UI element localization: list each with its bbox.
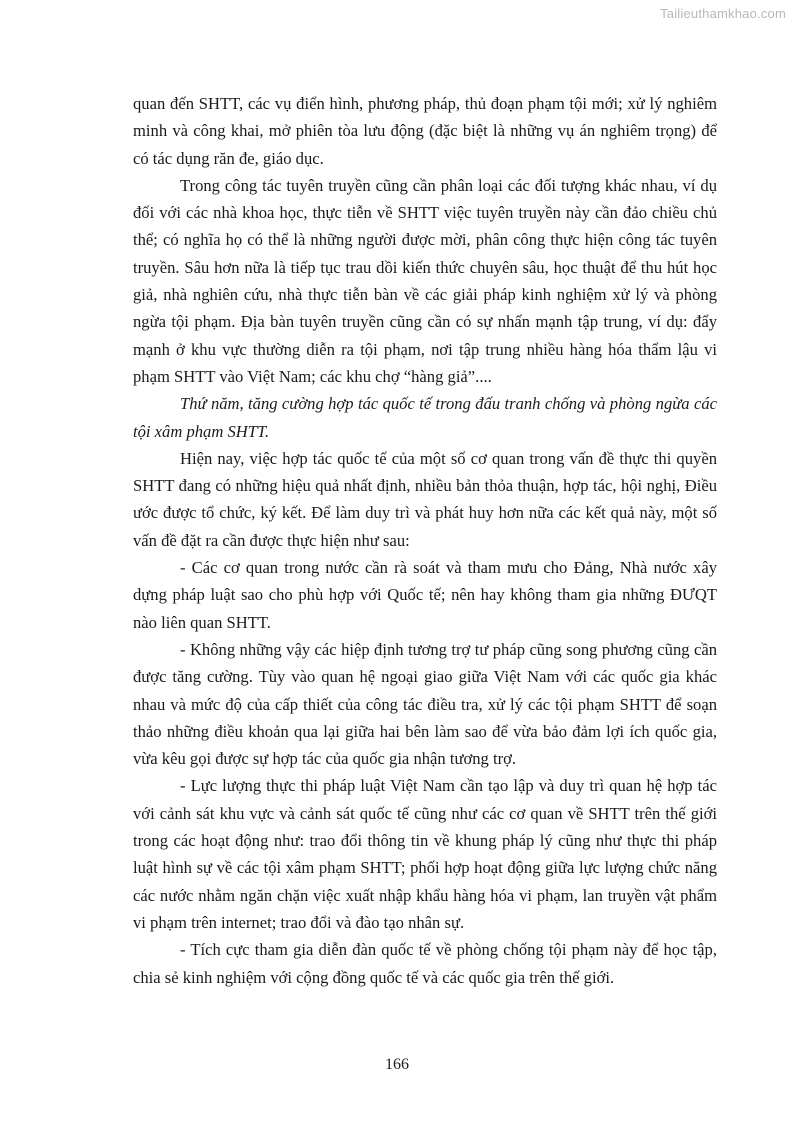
bullet-paragraph: - Các cơ quan trong nước cần rà soát và tham mưu cho Đảng, Nhà nước xây dựng pháp luật sao cho phù hợp với Quốc tế; nên hay không tham gia những ĐƯQT nào liên quan SHTT. (133, 558, 717, 632)
bullet-paragraph: - Không những vậy các hiệp định tương trợ tư pháp cũng song phương cũng cần được tăng cường. Tùy vào quan hệ ngoại giao giữa Việt Nam với các quốc gia khác nhau và mức độ của cấp thiết của công tác điều tra, xử lý các tội phạm SHTT để soạn thảo những điều khoản qua lại giữa hai bên làm sao để vừa bảo đảm lợi ích quốc gia, vừa kêu gọi được sự hợp tác của quốc gia nhận tương trợ. (133, 639, 717, 769)
watermark: Tailieuthamkhao.com (660, 6, 786, 21)
paragraph: Hiện nay, việc hợp tác quốc tế của một số cơ quan trong vấn đề thực thi quyền SHTT đang có những hiệu quả nhất định, nhiều bản thỏa thuận, hợp tác, hội nghị, Điều ước được tổ chức, ký kết. Để làm duy trì và phát huy hơn nữa các kết quả này, một số vấn đề đặt ra cần được thực hiện như sau: (133, 448, 717, 550)
paragraph: Trong công tác tuyên truyền cũng cần phân loại các đối tượng khác nhau, ví dụ đối với các nhà khoa học, thực tiễn về SHTT việc tuyên truyền này cần đảo chiều chủ thể; có nghĩa họ có thể là những người được mời, phân công thực hiện công tác tuyên truyền. Sâu hơn nữa là tiếp tục trau dồi kiến thức chuyên sâu, học thuật để thu hút học giả, nhà nghiên cứu, nhà thực tiễn bàn về các giải pháp kinh nghiệm xử lý và phòng ngừa tội phạm. Địa bàn tuyên truyền cũng cần có sự nhấn mạnh tập trung, ví dụ: đẩy mạnh ở khu vực thường diễn ra tội phạm, nơi tập trung nhiều hàng hóa thẩm lậu vi phạm SHTT vào Việt Nam; các khu chợ “hàng giả”.... (133, 175, 717, 386)
bullet-paragraph: - Tích cực tham gia diễn đàn quốc tế về phòng chống tội phạm này để học tập, chia sẻ kinh nghiệm với cộng đồng quốc tế và các quốc gia trên thế giới. (133, 940, 717, 987)
document-body (133, 90, 717, 991)
page-number: 166 (385, 1056, 409, 1073)
bullet-paragraph: - Lực lượng thực thi pháp luật Việt Nam cần tạo lập và duy trì quan hệ hợp tác với cảnh sát khu vực và cảnh sát quốc tế cũng như các cơ quan về SHTT trên thế giới trong các hoạt động như: trao đổi thông tin về khung pháp lý cũng như thực thi pháp luật hình sự về các tội xâm phạm SHTT; phối hợp hoạt động giữa lực lượng chức năng các nước nhằm ngăn chặn việc xuất nhập khẩu hàng hóa vi phạm, lan truyền vật phẩm vi phạm trên internet; trao đổi và đào tạo nhân sự. (133, 776, 717, 932)
section-heading: Thứ năm, tăng cường hợp tác quốc tế trong đấu tranh chống và phòng ngừa các tội xâm phạm SHTT. (133, 394, 717, 441)
paragraph: quan đến SHTT, các vụ điển hình, phương pháp, thủ đoạn phạm tội mới; xử lý nghiêm minh và công khai, mở phiên tòa lưu động (đặc biệt là những vụ án nghiêm trọng) để có tác dụng răn đe, giáo dục. (133, 94, 717, 168)
